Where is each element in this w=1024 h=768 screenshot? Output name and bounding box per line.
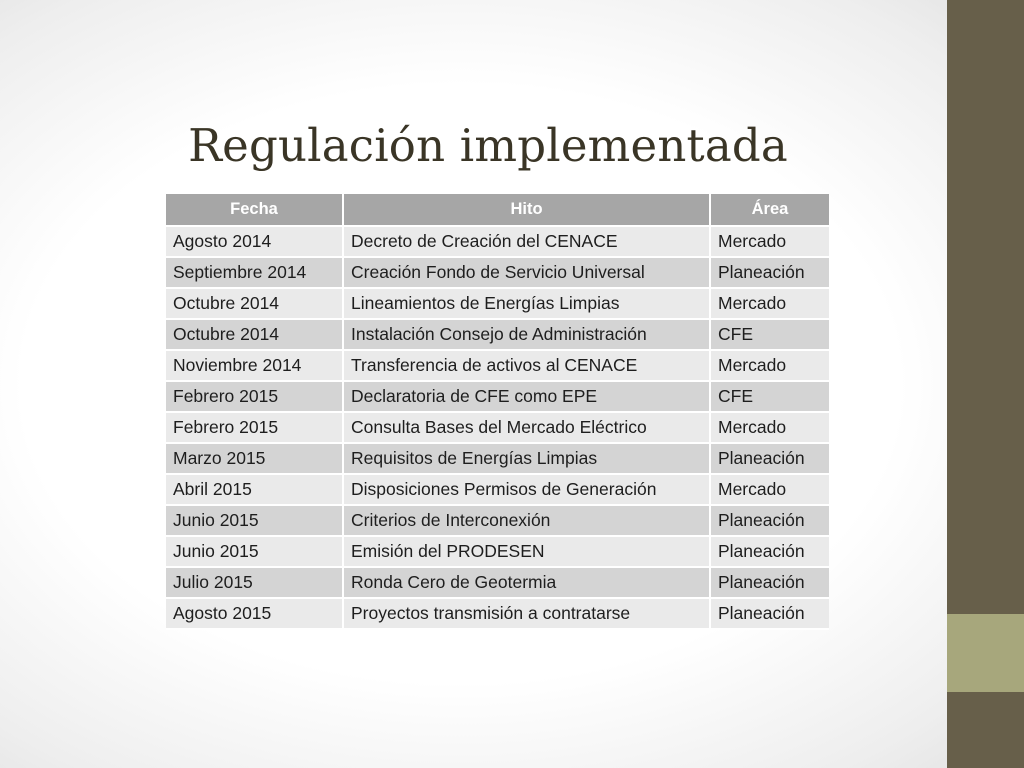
cell-fecha: Febrero 2015 [166, 412, 343, 443]
table-header-row [166, 194, 829, 226]
table-row [166, 474, 829, 505]
table-row [166, 505, 829, 536]
cell-hito: Proyectos transmisión a contratarse [343, 598, 710, 629]
cell-fecha: Junio 2015 [166, 505, 343, 536]
cell-fecha: Octubre 2014 [166, 319, 343, 350]
cell-hito: Ronda Cero de Geotermia [343, 567, 710, 598]
cell-area: Planeación [710, 567, 829, 598]
column-header-fecha: Fecha [166, 194, 343, 226]
table-row [166, 536, 829, 567]
cell-hito: Criterios de Interconexión [343, 505, 710, 536]
cell-area: Planeación [710, 257, 829, 288]
table-row [166, 381, 829, 412]
cell-hito: Disposiciones Permisos de Generación [343, 474, 710, 505]
table-row [166, 288, 829, 319]
milestones-table [166, 194, 829, 630]
cell-hito: Lineamientos de Energías Limpias [343, 288, 710, 319]
column-header-area: Área [710, 194, 829, 226]
cell-fecha: Noviembre 2014 [166, 350, 343, 381]
cell-fecha: Abril 2015 [166, 474, 343, 505]
cell-hito: Emisión del PRODESEN [343, 536, 710, 567]
cell-area: Mercado [710, 412, 829, 443]
cell-hito: Transferencia de activos al CENACE [343, 350, 710, 381]
table-row [166, 319, 829, 350]
table-row [166, 598, 829, 629]
table-row [166, 350, 829, 381]
cell-fecha: Septiembre 2014 [166, 257, 343, 288]
cell-area: Planeación [710, 443, 829, 474]
cell-fecha: Octubre 2014 [166, 288, 343, 319]
cell-hito: Consulta Bases del Mercado Eléctrico [343, 412, 710, 443]
cell-hito: Instalación Consejo de Administración [343, 319, 710, 350]
cell-fecha: Agosto 2015 [166, 598, 343, 629]
cell-hito: Requisitos de Energías Limpias [343, 443, 710, 474]
cell-area: Mercado [710, 226, 829, 257]
table-row [166, 443, 829, 474]
cell-area: Mercado [710, 288, 829, 319]
cell-fecha: Marzo 2015 [166, 443, 343, 474]
cell-fecha: Junio 2015 [166, 536, 343, 567]
table-row [166, 257, 829, 288]
cell-fecha: Febrero 2015 [166, 381, 343, 412]
cell-area: CFE [710, 381, 829, 412]
table-row [166, 226, 829, 257]
cell-area: CFE [710, 319, 829, 350]
cell-area: Planeación [710, 536, 829, 567]
cell-hito: Declaratoria de CFE como EPE [343, 381, 710, 412]
cell-hito: Decreto de Creación del CENACE [343, 226, 710, 257]
side-accent-block [947, 614, 1024, 692]
table-row [166, 567, 829, 598]
slide-title: Regulación implementada [188, 119, 788, 172]
cell-area: Planeación [710, 505, 829, 536]
cell-area: Mercado [710, 350, 829, 381]
cell-hito: Creación Fondo de Servicio Universal [343, 257, 710, 288]
cell-area: Planeación [710, 598, 829, 629]
table-row [166, 412, 829, 443]
cell-area: Mercado [710, 474, 829, 505]
column-header-hito: Hito [343, 194, 710, 226]
cell-fecha: Agosto 2014 [166, 226, 343, 257]
cell-fecha: Julio 2015 [166, 567, 343, 598]
